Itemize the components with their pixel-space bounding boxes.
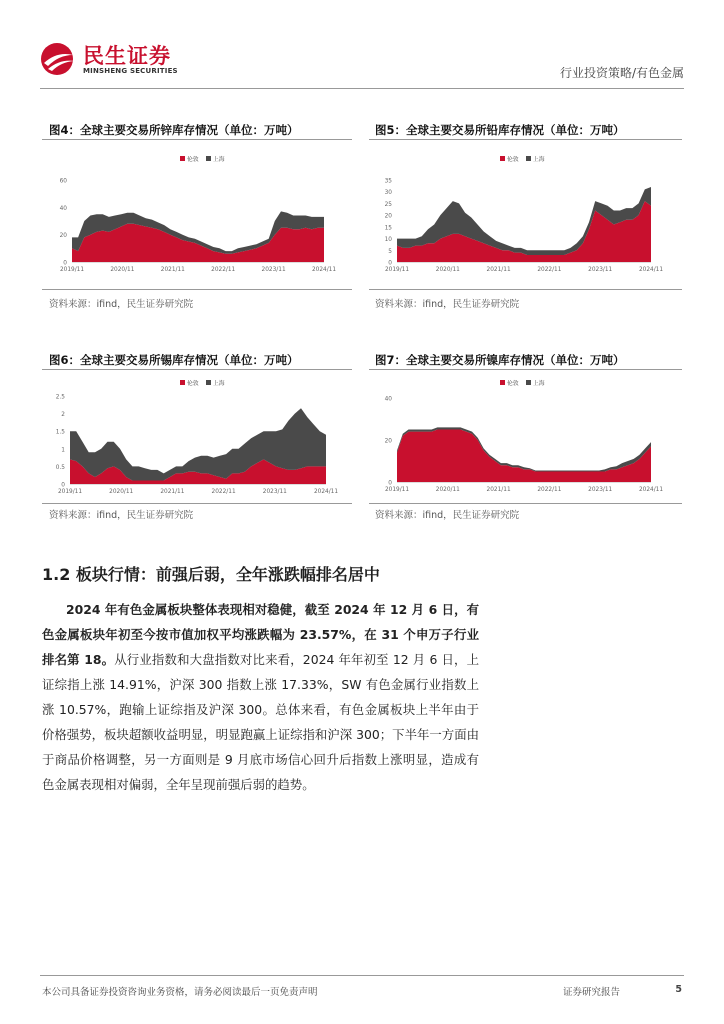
legend-swatch [206,380,211,385]
x-tick-label: 2024/11 [311,267,337,273]
x-tick-label: 2021/11 [486,487,511,493]
legend-label: 伦敦 [507,157,519,163]
x-tick-label: 2020/11 [110,267,135,273]
section-paragraph [42,597,479,797]
x-tick-label: 2019/11 [57,489,83,495]
figure-4-title: 图4：全球主要交易所锌库存情况（单位：万吨） [49,123,299,137]
x-tick-label: 2022/11 [537,487,562,493]
x-tick-label: 2024/11 [638,487,664,493]
y-tick-label: 35 [384,178,392,185]
y-tick-label: 5 [388,248,392,255]
x-tick-label: 2019/11 [59,267,85,273]
figure-7-source: 资料来源：ifind，民生证券研究院 [375,510,520,521]
figure-6-title: 图6：全球主要交易所锡库存情况（单位：万吨） [49,353,299,367]
y-tick-label: 20 [384,438,392,445]
y-tick-label: 40 [59,205,67,212]
figure-5-title-rule [369,139,682,140]
footer-disclaimer: 本公司具备证券投资咨询业务资格，请务必阅读最后一页免责声明 [42,987,318,998]
legend-swatch [180,380,185,385]
figure-7-chart [369,374,682,502]
header-divider [40,88,684,89]
x-tick-label: 2023/11 [262,489,287,495]
x-tick-label: 2022/11 [211,267,236,273]
legend-swatch [526,156,531,161]
figure-4-chart [42,144,352,282]
footer-doc-type: 证券研究报告 [563,987,621,998]
footer-divider [40,975,684,976]
figure-7-source-rule [369,503,682,504]
x-tick-label: 2023/11 [588,487,613,493]
y-tick-label: 15 [384,225,392,232]
y-tick-label: 20 [384,213,392,220]
figure-4-source: 资料来源：ifind，民生证券研究院 [49,299,194,310]
x-tick-label: 2020/11 [109,489,134,495]
legend-swatch [180,156,185,161]
paragraph-body: 从行业指数和大盘指数对比来看，2024 年年初至 12 月 6 日，上证综指上涨 14.91%，沪深 300 指数上涨 17.33%，SW 有色金属行业指数上涨 10.57%，跑输上证综指及沪深 300。总体来看，有色金属板块上半年由于价格强势，板块超额收益明显，明显跑赢上证综指和沪深 300；下半年一方面由于商品价格调整，另一方面则是 9 月底市场信心回升后指数上涨明显，造成有色金属表现相对偏弱，全年呈现前强后弱的趋势。 [42,652,479,792]
figure-5-source-rule [369,289,682,290]
x-tick-label: 2023/11 [261,267,286,273]
figure-7-title: 图7：全球主要交易所镍库存情况（单位：万吨） [375,353,625,367]
logo [40,40,190,80]
figure-4-title-rule [42,139,352,140]
x-tick-label: 2022/11 [537,267,562,273]
legend-label: 伦敦 [187,381,199,387]
legend-label: 伦敦 [507,381,519,387]
figure-5-source: 资料来源：ifind，民生证券研究院 [375,299,520,310]
y-tick-label: 25 [384,201,392,208]
x-tick-label: 2023/11 [588,267,613,273]
y-tick-label: 20 [59,233,67,240]
y-tick-label: 0 [63,260,67,267]
figure-6-chart [42,374,352,502]
y-tick-label: 1.5 [55,429,65,436]
figure-5-title: 图5：全球主要交易所铅库存情况（单位：万吨） [375,123,625,137]
x-tick-label: 2024/11 [638,267,664,273]
y-tick-label: 0 [388,480,392,487]
figure-6-source: 资料来源：ifind，民生证券研究院 [49,510,194,521]
paragraph-bold-lead: 2024 年有色金属板块整体表现相对稳健，截至 2024 年 12 月 6 日，有色金属板块年初至今按市值加权平均涨跌幅为 23.57%，在 31 个申万子行业排名第 18。 [42,602,479,667]
footer-page-number: 5 [675,984,682,995]
figure-4-source-rule [42,289,352,290]
x-tick-label: 2020/11 [435,267,460,273]
report-category: 行业投资策略/有色金属 [559,66,684,80]
logo-en: MINSHENG SECURITIES [83,67,178,75]
minsheng-logo-icon [40,42,78,76]
legend-swatch [206,156,211,161]
y-tick-label: 2 [61,412,65,419]
x-tick-label: 2024/11 [313,489,339,495]
legend-label: 上海 [213,157,225,163]
y-tick-label: 1 [61,447,65,454]
x-tick-label: 2022/11 [211,489,236,495]
x-tick-label: 2021/11 [160,489,185,495]
x-tick-label: 2021/11 [486,267,511,273]
figure-5-chart [369,144,682,282]
y-tick-label: 0 [388,260,392,267]
legend-swatch [500,380,505,385]
x-tick-label: 2021/11 [160,267,185,273]
series-area-london [397,430,651,483]
y-tick-label: 2.5 [55,394,65,401]
logo-cn: 民生证券 [83,44,171,68]
y-tick-label: 10 [384,237,392,244]
y-tick-label: 0 [61,482,65,489]
figure-7-title-rule [369,369,682,370]
y-tick-label: 40 [384,396,392,403]
figure-6-source-rule [42,503,352,504]
section-heading: 1.2 板块行情：前强后弱，全年涨跌幅排名居中 [42,565,380,584]
y-tick-label: 0.5 [55,464,65,471]
legend-label: 上海 [213,381,225,387]
legend-label: 上海 [533,381,545,387]
x-tick-label: 2019/11 [384,487,410,493]
x-tick-label: 2020/11 [435,487,460,493]
legend-swatch [500,156,505,161]
legend-label: 伦敦 [187,157,199,163]
x-tick-label: 2019/11 [384,267,410,273]
y-tick-label: 30 [384,190,392,197]
y-tick-label: 60 [59,178,67,185]
figure-6-title-rule [42,369,352,370]
legend-label: 上海 [533,157,545,163]
legend-swatch [526,380,531,385]
